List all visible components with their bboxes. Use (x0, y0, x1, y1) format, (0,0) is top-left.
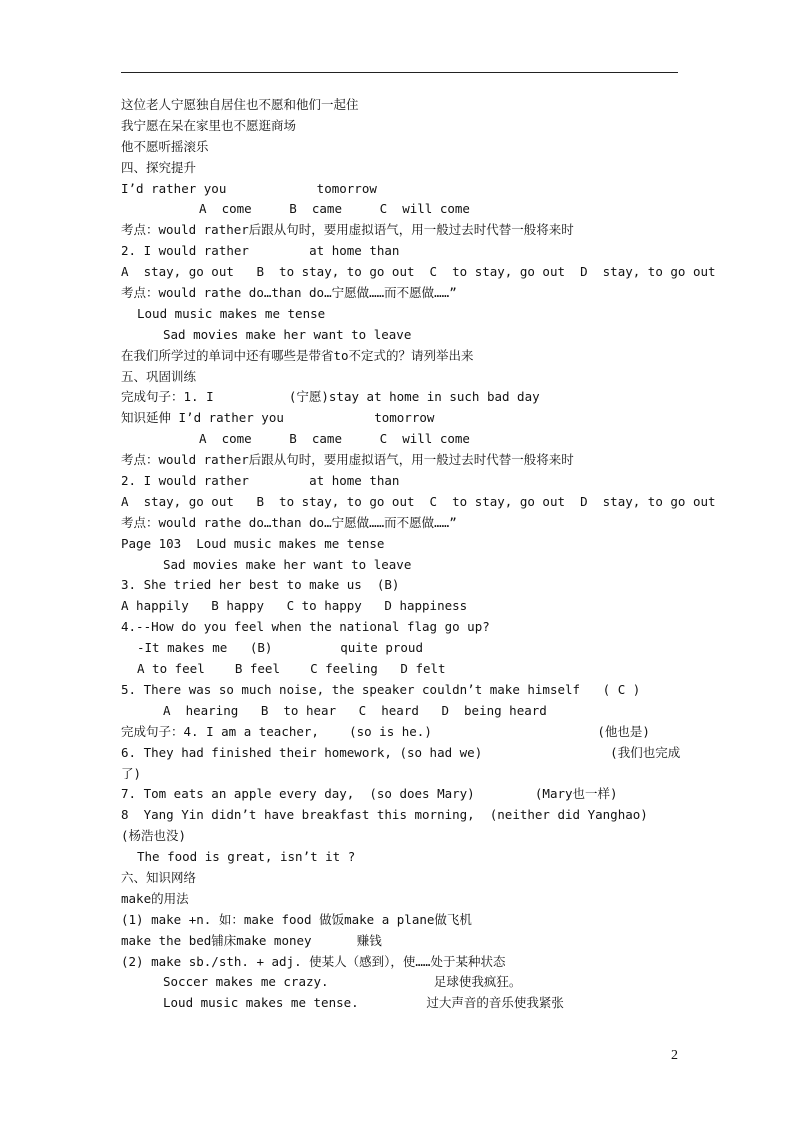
text-line: make的用法 (121, 890, 189, 906)
text-line: 8 Yang Yin didn’t have breakfast this morning, (neither did Yanghao) (121, 807, 648, 823)
text-line: Sad movies make her want to leave (163, 326, 412, 342)
text-line: 他不愿听摇滚乐 (121, 138, 209, 154)
text-line: -It makes me (B) quite proud (137, 640, 423, 656)
text-line: 我宁愿在呆在家里也不愿逛商场 (121, 117, 297, 133)
header-rule (121, 72, 678, 73)
example-line: Soccer makes me crazy. 足球使我疯狂。 (163, 974, 522, 990)
choice-line: A come B came C will come (199, 201, 470, 217)
text-line: 完成句子：1. I (宁愿)stay at home in such bad day (121, 389, 540, 405)
section-heading: 五、巩固训练 (121, 368, 197, 384)
choice-line: A hearing B to hear C heard D being heard (163, 702, 547, 718)
text-line: Sad movies make her want to leave (163, 556, 412, 572)
choice-line: A come B came C will come (199, 431, 470, 447)
text-line: 在我们所学过的单词中还有哪些是带省to不定式的？请列举出来 (121, 347, 474, 363)
text-line: 考点：would rather后跟从句时，要用虚拟语气，用一般过去时代替一般将来时 (121, 452, 574, 468)
text-line: 2. I would rather at home than (121, 473, 400, 489)
example-line: Loud music makes me tense. 过大声音的音乐使我紧张 (163, 995, 564, 1011)
text-line: The food is great, isn’t it ? (137, 849, 356, 865)
text-line: (1) make +n. 如：make food 做饭make a plane做飞机 (121, 911, 472, 927)
choice-line: A stay, go out B to stay, to go out C to stay, go out D stay, to go out (121, 493, 716, 509)
section-heading: 四、探究提升 (121, 159, 197, 175)
text-line: 了) (121, 765, 142, 781)
text-line: 4.--How do you feel when the national flag go up? (121, 619, 490, 635)
text-line: 完成句子：4. I am a teacher, (so is he.) (他也是) (121, 723, 650, 739)
text-line: 这位老人宁愿独自居住也不愿和他们一起住 (121, 97, 359, 112)
text-line: Loud music makes me tense (137, 305, 326, 321)
text-line: make the bed铺床make money 赚钱 (121, 932, 382, 948)
text-line: 6. They had finished their homework, (so had we) (我们也完成 (121, 744, 681, 760)
text-line: 5. There was so much noise, the speaker couldn’t make himself ( C ) (121, 681, 641, 697)
text-line: 7. Tom eats an apple every day, (so does Mary) (Mary也一样) (121, 786, 618, 802)
section-heading: 六、知识网络 (121, 869, 197, 885)
text-line: 3. She tried her best to make us (B) (121, 577, 400, 593)
choice-line: A stay, go out B to stay, to go out C to stay, go out D stay, to go out (121, 264, 716, 280)
choice-line: A happily B happy C to happy D happiness (121, 598, 468, 614)
text-line: (2) make sb./sth. + adj. 使某人（感到），使……处于某种状态 (121, 953, 506, 969)
text-line: I’d rather you tomorrow (121, 180, 377, 196)
text-line: Page 103 Loud music makes me tense (121, 535, 385, 551)
text-line: 考点：would rather后跟从句时，要用虚拟语气，用一般过去时代替一般将来时 (121, 222, 574, 238)
text-line: 考点：would rathe do…than do…宁愿做……而不愿做……” (121, 285, 457, 301)
text-line: 考点：would rathe do…than do…宁愿做……而不愿做……” (121, 514, 457, 530)
document-body (121, 95, 716, 1014)
page-number: 2 (671, 1048, 678, 1063)
text-line: (杨浩也没) (121, 828, 187, 844)
text-line: 知识延伸 I’d rather you tomorrow (121, 410, 435, 426)
choice-line: A to feel B feel C feeling D felt (137, 661, 446, 677)
text-line: 2. I would rather at home than (121, 243, 400, 259)
